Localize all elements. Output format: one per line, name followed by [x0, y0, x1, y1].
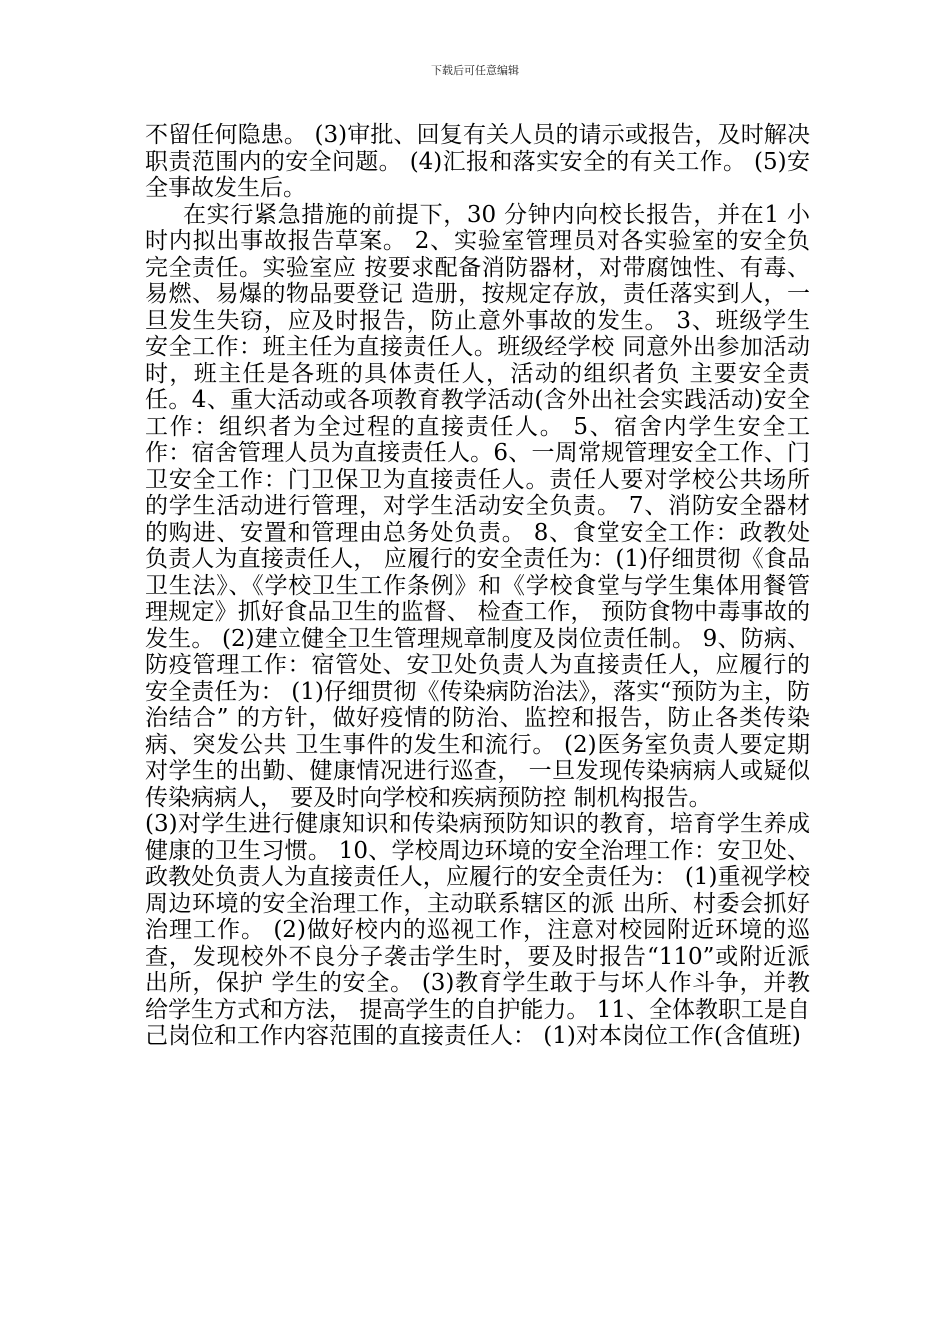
paragraph-2: 在实行紧急措施的前提下，30 分钟内向校长报告，并在1 小时内拟出事故报告草案。 2、实验室管理员对各实验室的安全负完全责任。实验室应 按要求配备消防器材，对带腐蚀性、有毒、易燃、易爆的物品要登记 造册，按规定存放，责任落实到人，一旦发生失窃，应及时报告，防止意外事故的发生。 3、班级学生安全工作：班主任为直接责任人。班级经学校 同意外出参加活动时，班主任是各班的具体责任人，活动的组织者负 主要安全责任。4、重大活动或各项教育教学活动(含外出社会实践活动)安全工作：组织者为全过程的直接责任人。 5、宿舍内学生安全工作：宿舍管理人员为直接责任人。6、一周常规管理安全工作、门卫安全工作：门卫保卫为直接责任人。责任人要对学校公共场所的学生活动进行管理，对学生活动安全负责。 7、消防安全器材的购进、安置和管理由总务处负责。 8、食堂安全工作：政教处负责人为直接责任人， 应履行的安全责任为：(1)仔细贯彻《食品卫生法》、《学校卫生工作条例》和《学校食堂与学生集体用餐管理规定》抓好食品卫生的监督、 检查工作， 预防食物中毒事故的发生。 (2)建立健全卫生管理规章制度及岗位责任制。 9、防病、防疫管理工作：宿管处、安卫处负责人为直接责任人，应履行的安全责任为： (1)仔细贯彻《传染病防治法》，落实“预防为主，防治结合” 的方针，做好疫情的防治、监控和报告，防止各类传染病、突发公共 卫生事件的发生和流行。 (2)医务室负责人要定期对学生的出勤、健康情况进行巡查， 一旦发现传染病病人或疑似传染病病人， 要及时向学校和疾病预防控 制机构报告。	[145, 201, 810, 811]
paragraph-1: 不留任何隐患。 (3)审批、回复有关人员的请示或报告，及时解决职责范围内的安全问题。 (4)汇报和落实安全的有关工作。 (5)安全事故发生后。	[145, 122, 810, 201]
paragraph-3: (3)对学生进行健康知识和传染病预防知识的教育，培育学生养成健康的卫生习惯。 10、学校周边环境的安全治理工作：安卫处、政教处负责人为直接责任人，应履行的安全责任为： (1)重视学校周边环境的安全治理工作，主动联系辖区的派 出所、村委会抓好治理工作。 (2)做好校内的巡视工作，注意对校园附近环境的巡查，发现校外不良分子袭击学生时，要及时报告“110”或附近派出所，保护 学生的安全。 (3)教育学生敢于与坏人作斗争，并教给学生方式和方法， 提高学生的自护能力。 11、全体教职工是自己岗位和工作内容范围的直接责任人： (1)对本岗位工作(含值班)	[145, 811, 810, 1049]
page-header: 下载后可任意编辑	[431, 64, 519, 77]
document-body	[145, 122, 810, 1232]
